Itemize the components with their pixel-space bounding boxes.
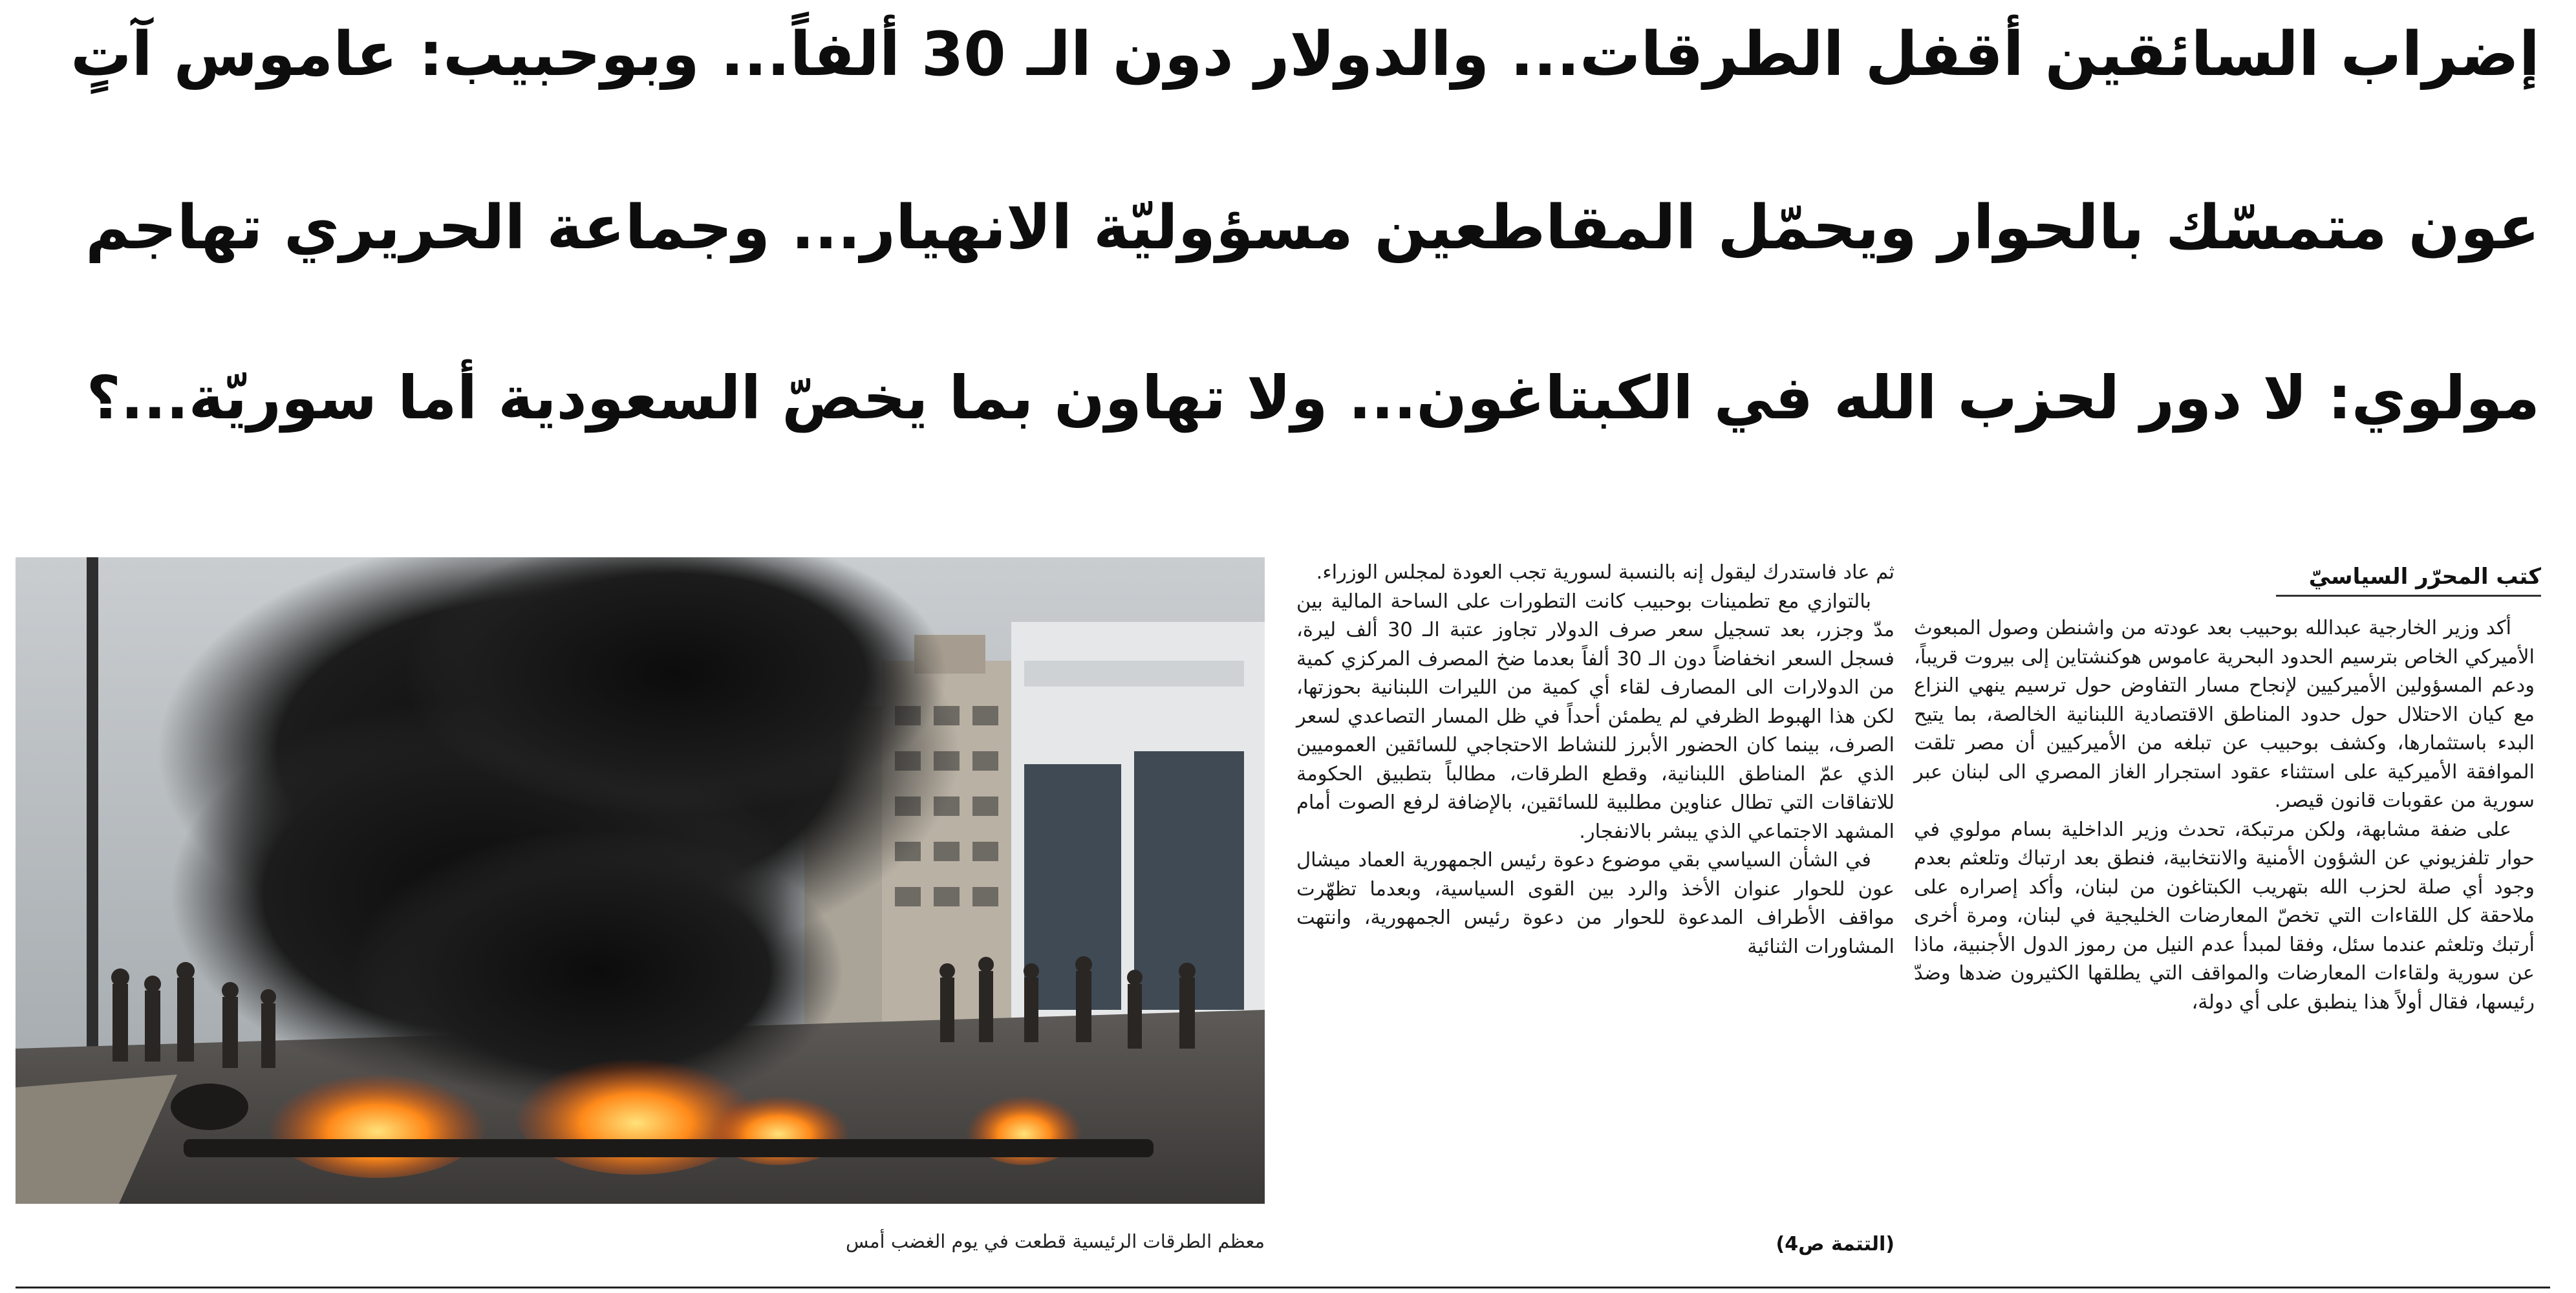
article-paragraph: أكد وزير الخارجية عبدالله بوحبيب بعد عودته من واشنطن وصول المبعوث الأميركي الخاص بترسيم الحدود البحرية عاموس هوكنشتاين إلى بيروت قريباً، ودعم المسؤولين الأميركيين لإنجاح مسار التفاوض حول ترسيم ينهي النزاع مع كيان الاحتلال حول حدود المناطق الاقتصادية اللبنانية الخالصة، بما يتيح البدء باستثمارها، وكشف بوحبيب عن تبلغه من الأميركيين أن مصر تلقت الموافقة الأميركية على استثناء عقود استجرار الغاز المصري الى لبنان عبر سورية من عقوبات قانون قيصر. <box>1914 617 2535 812</box>
article-paragraph: بالتوازي مع تطمينات بوحبيب كانت التطورات على الساحة المالية بين مدّ وجزر، بعد تسجيل سعر صرف الدولار تجاوز عتبة الـ 30 ألف ليرة، فسجل السعر انخفاضاً دون الـ 30 ألفاً بعدما ضخ المصرف المركزي كمية من الدولارات الى المصارف لقاء أي كمية من الليرات اللبنانية بحوزتها، لكن هذا الهبوط الظرفي لم يطمئن أحداً في ظل المسار التصاعدي لسعر الصرف، بينما كان الحضور الأبرز للنشاط الاحتجاجي للسائقين العموميين الذي عمّ المناطق اللبنانية، وقطع الطرقات، مطالباً بتطبيق الحكومة للاتفاقات التي تطال عناوين مطلبية للسائقين، بالإضافة لرفع الصوت أمام المشهد الاجتماعي الذي يبشر بالانفجار. <box>1296 590 1894 843</box>
article-column-middle <box>1296 559 1894 961</box>
photo-caption: معظم الطرقات الرئيسية قطعت في يوم الغضب أمس <box>846 1230 1265 1252</box>
continued-on-page: (التتمة ص4) <box>1776 1233 1894 1256</box>
bottom-rule <box>16 1287 2550 1288</box>
headline-line-3: مولوي: لا دور لحزب الله في الكبتاغون... ولا تهاون بما يخصّ السعودية أما سوريّة...؟ <box>86 363 2540 433</box>
article-byline: كتب المحرّر السياسيّ <box>2276 559 2541 597</box>
news-photo <box>16 557 1265 1204</box>
article-paragraph: ثم عاد فاستدرك ليقول إنه بالنسبة لسورية تجب العودة لمجلس الوزراء. <box>1316 561 1894 584</box>
article-paragraph: في الشأن السياسي بقي موضوع دعوة رئيس الجمهورية العماد ميشال عون للحوار عنوان الأخذ والرد بين القوى السياسية، وبعدما تظهّرت مواقف الأطراف المدعوة للحوار من دعوة رئيس الجمهورية، وانتهت المشاورات الثنائية <box>1296 849 1894 958</box>
headline-line-2: عون متمسّك بالحوار ويحمّل المقاطعين مسؤوليّة الانهيار... وجماعة الحريري تهاجم <box>85 193 2540 263</box>
article-column-right <box>1914 614 2535 1017</box>
headline-line-1: إضراب السائقين أقفل الطرقات... والدولار دون الـ 30 ألفاً... وبوحبيب: عاموس آتٍ <box>70 19 2540 90</box>
article-paragraph: على ضفة مشابهة، ولكن مرتبكة، تحدث وزير الداخلية بسام مولوي في حوار تلفزيوني عن الشؤون الأمنية والانتخابية، فنطق بعد ارتباك وتلعثم بعدم وجود أي صلة لحزب الله بتهريب الكبتاغون من لبنان، وأكد إصراره على ملاحقة كل اللقاءات التي تخصّ المعارضات الخليجية في لبنان، ومرة أخرى أرتبك وتلعثم عندما سئل، وفقا لمبدأ عدم النيل من رموز الدول الأجنبية، ماذا عن سورية ولقاءات المعارضات والمواقف التي يطلقها الكثيرون ضدها وضدّ رئيسها، فقال أولاً هذا ينطبق على أي دولة، <box>1914 818 2535 1014</box>
photo-illustration <box>16 557 1265 1204</box>
